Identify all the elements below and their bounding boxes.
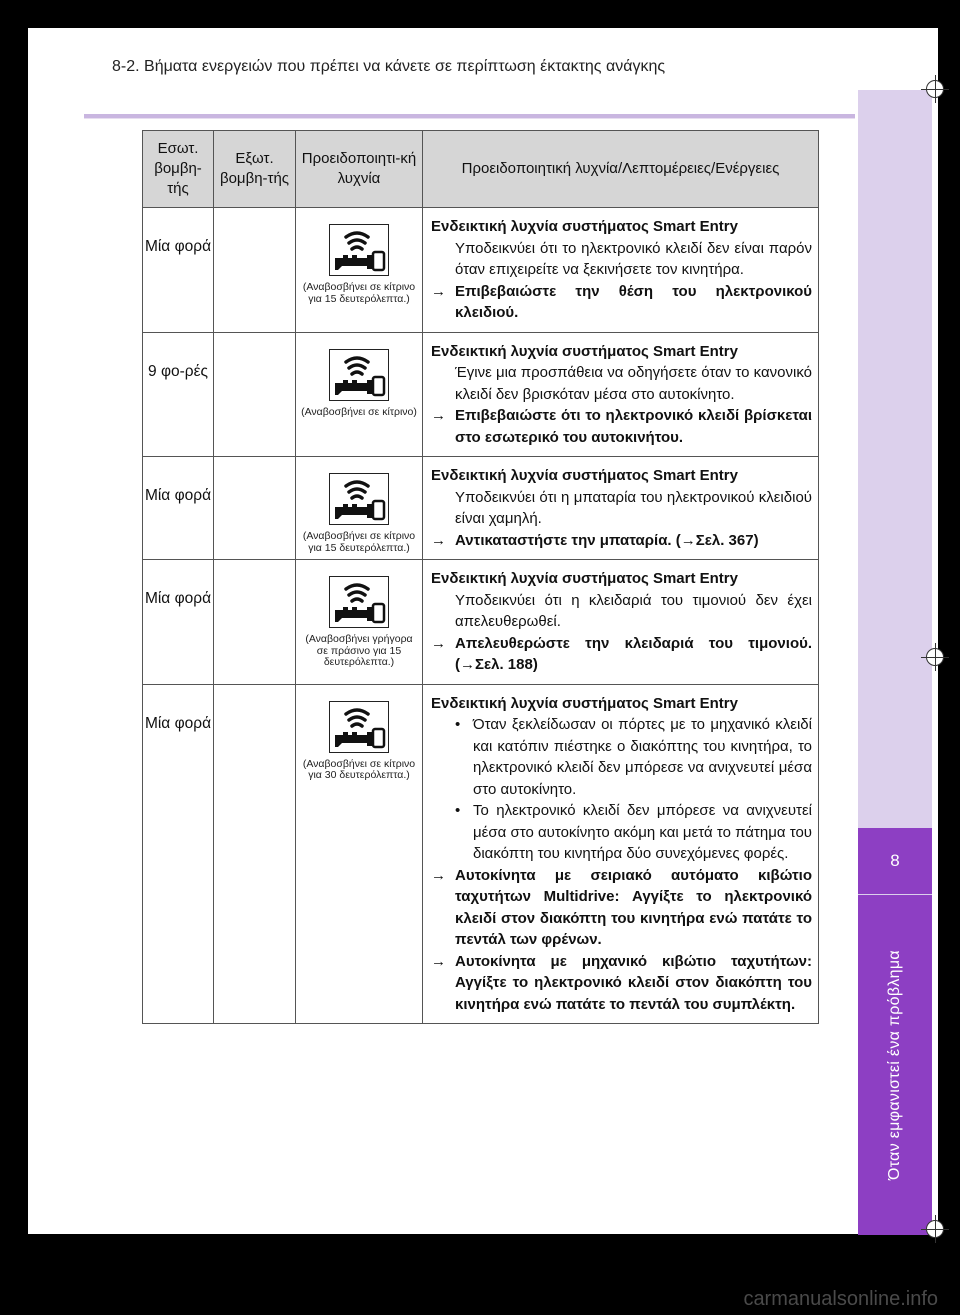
watermark: carmanualsonline.info xyxy=(743,1288,938,1310)
chapter-title: Όταν εμφανιστεί ένα πρόβλημα xyxy=(886,950,903,1180)
detail-title: Ενδεικτική λυχνία συστήματος Smart Entry xyxy=(431,570,738,587)
header-details: Προειδοποιητική λυχνία/Λεπτομέρειες/Ενέργειες xyxy=(423,131,819,208)
crop-mark-icon xyxy=(926,648,944,666)
chapter-title-tab[interactable] xyxy=(858,895,932,1235)
indicator-caption: (Αναβοσβήνει σε κίτρινο για 15 δευτερόλεπτα.) xyxy=(302,530,416,554)
bullet-icon: • xyxy=(455,802,461,819)
detail-title: Ενδεικτική λυχνία συστήματος Smart Entry xyxy=(431,218,738,235)
detail-body: Έγινε μια προσπάθεια να οδηγήσετε όταν το κανονικό κλειδί δεν βρισκόταν μέσα στο αυτοκίνητο. xyxy=(455,364,812,403)
bullet-text: Όταν ξεκλείδωσαν οι πόρτες με το μηχανικό κλειδί και κατόπιν πιέστηκε ο διακόπτης του κινητήρα, το ηλεκτρονικό κλειδί δεν μπόρεσε να ανιχνευτεί μέσα στο αυτοκίνητο. xyxy=(473,716,812,798)
action-text: Επιβεβαιώστε ότι το ηλεκτρονικό κλειδί βρίσκεται στο εσωτερικό του αυτοκινήτου. xyxy=(455,407,812,446)
detail-action xyxy=(431,633,812,676)
details-cell xyxy=(423,332,819,457)
inside-buzzer-count: Μία φορά xyxy=(143,457,214,560)
page-header: 8-2. Βήματα ενεργειών που πρέπει να κάνετε σε περίπτωση έκτακτης ανάγκης xyxy=(112,58,666,75)
bullet-text: Το ηλεκτρονικό κλειδί δεν μπόρεσε να ανιχνευτεί μέσα στο αυτοκίνητο ακόμη και μετά το πάτημα του διακόπτη του κινητήρα δύο συνεχόμενες φορές. xyxy=(473,802,812,862)
chapter-number-tab[interactable]: 8 xyxy=(858,828,932,894)
arrow-icon: → xyxy=(431,952,446,970)
detail-title: Ενδεικτική λυχνία συστήματος Smart Entry xyxy=(431,694,738,712)
inside-buzzer-count: 9 φο-ρές xyxy=(143,332,214,457)
detail-action xyxy=(431,951,812,1016)
details-cell xyxy=(423,208,819,333)
detail-body: Υποδεικνύει ότι η μπαταρία του ηλεκτρονικού κλειδιού είναι χαμηλή. xyxy=(455,488,812,527)
detail-body: Υποδεικνύει ότι η κλειδαριά του τιμονιού δεν έχει απελευθερωθεί. xyxy=(455,591,812,630)
detail-action xyxy=(431,865,812,951)
detail-action xyxy=(431,405,812,448)
indicator-caption: (Αναβοσβήνει γρήγορα σε πράσινο για 15 δευτερόλεπτα.) xyxy=(305,633,413,668)
outside-buzzer-cell xyxy=(214,560,296,685)
header-indicator: Προειδοποιητι-κή λυχνία xyxy=(296,131,423,208)
table-row xyxy=(143,560,819,685)
details-cell xyxy=(423,457,819,560)
header-outside-buzzer: Εξωτ. βομβη-τής xyxy=(214,131,296,208)
detail-action xyxy=(431,281,812,324)
indicator-cell xyxy=(296,332,423,457)
indicator-caption: (Αναβοσβήνει σε κίτρινο για 15 δευτερόλεπτα.) xyxy=(302,281,416,305)
crop-mark-icon xyxy=(926,80,944,98)
table-row xyxy=(143,684,819,1024)
indicator-cell xyxy=(296,684,423,1024)
action-text: Αυτοκίνητα με μηχανικό κιβώτιο ταχυτήτων: Αγγίξτε το ηλεκτρονικό κλειδί στον διακόπτη του κινητήρα ενώ πατάτε το πεντάλ του συμπλέκτη. xyxy=(455,952,812,1013)
bullet-icon: • xyxy=(455,716,461,733)
smart-entry-key-icon xyxy=(329,224,389,276)
arrow-icon: → xyxy=(431,407,446,424)
header-inside-buzzer: Εσωτ. βομβη-τής xyxy=(143,131,214,208)
indicator-caption: (Αναβοσβήνει σε κίτρινο για 30 δευτερόλεπτα.) xyxy=(302,757,416,781)
outside-buzzer-cell xyxy=(214,332,296,457)
inside-buzzer-count: Μία φορά xyxy=(143,560,214,685)
arrow-icon: → xyxy=(431,282,446,300)
inside-buzzer-count: Μία φορά xyxy=(143,208,214,333)
table-row xyxy=(143,332,819,457)
details-cell xyxy=(423,560,819,685)
detail-bullet xyxy=(431,800,812,865)
table-row xyxy=(143,208,819,333)
action-text: Αντικαταστήστε την μπαταρία. (→Σελ. 367) xyxy=(455,531,759,549)
smart-entry-key-icon xyxy=(329,576,389,628)
action-text: Αυτοκίνητα με σειριακό αυτόματο κιβώτιο ταχυτήτων Multidrive: Αγγίξτε το ηλεκτρονικό κλειδί στον διακόπτη του κινητήρα ενώ πατάτε το πεντάλ των φρένων. xyxy=(455,866,812,948)
detail-body: Υποδεικνύει ότι το ηλεκτρονικό κλειδί δεν είναι παρόν όταν επιχειρείτε να ξεκινήσετε τον κινητήρα. xyxy=(455,239,812,278)
outside-buzzer-cell xyxy=(214,684,296,1024)
smart-entry-key-icon xyxy=(329,701,389,753)
indicator-cell xyxy=(296,208,423,333)
warning-table xyxy=(142,130,819,1024)
indicator-cell xyxy=(296,457,423,560)
outside-buzzer-cell xyxy=(214,457,296,560)
detail-title: Ενδεικτική λυχνία συστήματος Smart Entry xyxy=(431,467,738,484)
indicator-cell xyxy=(296,560,423,685)
detail-title: Ενδεικτική λυχνία συστήματος Smart Entry xyxy=(431,342,738,360)
table-row xyxy=(143,457,819,560)
indicator-caption: (Αναβοσβήνει σε κίτρινο) xyxy=(301,405,417,418)
inside-buzzer-count: Μία φορά xyxy=(143,684,214,1024)
arrow-icon: → xyxy=(431,634,446,652)
crop-mark-icon xyxy=(926,1220,944,1238)
arrow-icon: → xyxy=(431,531,446,549)
detail-bullet xyxy=(431,714,812,800)
smart-entry-key-icon xyxy=(329,349,389,401)
detail-action xyxy=(431,530,812,552)
action-text: Απελευθερώστε την κλειδαριά του τιμονιού. (→Σελ. 188) xyxy=(455,634,812,673)
header-rule-thin xyxy=(84,118,855,119)
arrow-icon: → xyxy=(431,866,446,884)
details-cell xyxy=(423,684,819,1024)
outside-buzzer-cell xyxy=(214,208,296,333)
smart-entry-key-icon xyxy=(329,473,389,525)
action-text: Επιβεβαιώστε την θέση του ηλεκτρονικού κλειδιού. xyxy=(455,282,812,321)
